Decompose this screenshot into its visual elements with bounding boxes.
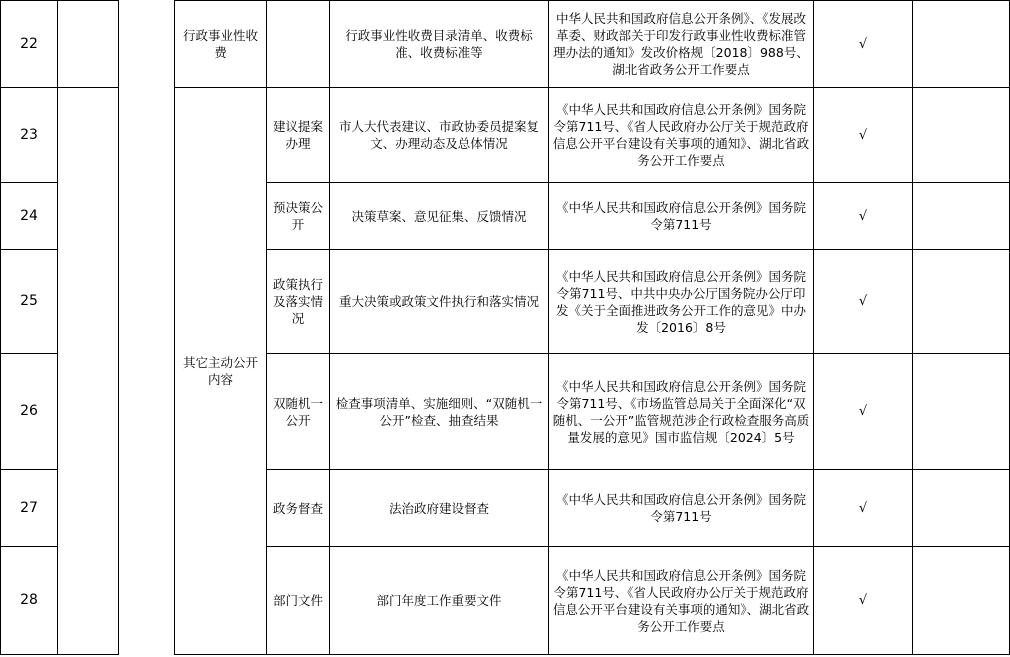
content-cell: 检查事项清单、实施细则、“双随机一公开”检查、抽查结果 [330,354,549,470]
check-mark: √ [814,250,913,354]
blank-cell [913,470,1010,547]
content-cell: 重大决策或政策文件执行和落实情况 [330,250,549,354]
blank-cell [913,183,1010,250]
subcategory-cell: 建议提案办理 [267,88,330,183]
blank-cell [58,88,119,655]
table-row [1,88,1010,183]
content-cell: 部门年度工作重要文件 [330,547,549,655]
basis-cell: 《中华人民共和国政府信息公开条例》国务院令第711号、中共中央办公厅国务院办公厅印发《关于全面推进政务公开工作的意见》中办发〔2016〕8号 [549,250,814,354]
basis-cell: 《中华人民共和国政府信息公开条例》国务院令第711号 [549,183,814,250]
row-number: 26 [1,354,58,470]
content-cell: 市人大代表建议、市政协委员提案复文、办理动态及总体情况 [330,88,549,183]
check-mark: √ [814,547,913,655]
subcategory-cell: 政务督查 [267,470,330,547]
basis-cell: 《中华人民共和国政府信息公开条例》国务院令第711号、《省人民政府办公厅关于规范政府信息公开平台建设有关事项的通知》、湖北省政务公开工作要点 [549,547,814,655]
subcategory-cell: 部门文件 [267,547,330,655]
blank-cell [119,88,175,655]
row-number: 23 [1,88,58,183]
category-cell: 其它主动公开内容 [175,88,267,655]
subcategory-cell: 双随机一公开 [267,354,330,470]
basis-cell: 《中华人民共和国政府信息公开条例》国务院令第711号、《市场监管总局关于全面深化“双随机、一公开”监管规范涉企行政检查服务高质量发展的意见》国市监信规〔2024〕5号 [549,354,814,470]
check-mark: √ [814,1,913,88]
subcategory-cell [267,1,330,88]
content-cell: 法治政府建设督查 [330,470,549,547]
basis-cell: 中华人民共和国政府信息公开条例》、《发展改革委、财政部关于印发行政事业性收费标准管理办法的通知》发改价格规〔2018〕988号、湖北省政务公开工作要点 [549,1,814,88]
content-cell: 决策草案、意见征集、反馈情况 [330,183,549,250]
blank-cell [913,1,1010,88]
row-number: 28 [1,547,58,655]
check-mark: √ [814,470,913,547]
content-cell: 行政事业性收费目录清单、收费标准、收费标准等 [330,1,549,88]
blank-cell [119,1,175,88]
row-number: 25 [1,250,58,354]
row-number: 27 [1,470,58,547]
subcategory-cell: 政策执行及落实情况 [267,250,330,354]
table-row [1,1,1010,88]
blank-cell [913,354,1010,470]
subcategory-cell: 预决策公开 [267,183,330,250]
category-cell: 行政事业性收费 [175,1,267,88]
basis-cell: 《中华人民共和国政府信息公开条例》国务院令第711号、《省人民政府办公厅关于规范政府信息公开平台建设有关事项的通知》、湖北省政务公开工作要点 [549,88,814,183]
basis-cell: 《中华人民共和国政府信息公开条例》国务院令第711号 [549,470,814,547]
check-mark: √ [814,88,913,183]
row-number: 22 [1,1,58,88]
blank-cell [913,250,1010,354]
check-mark: √ [814,354,913,470]
blank-cell [913,547,1010,655]
blank-cell [58,1,119,88]
check-mark: √ [814,183,913,250]
row-number: 24 [1,183,58,250]
blank-cell [913,88,1010,183]
